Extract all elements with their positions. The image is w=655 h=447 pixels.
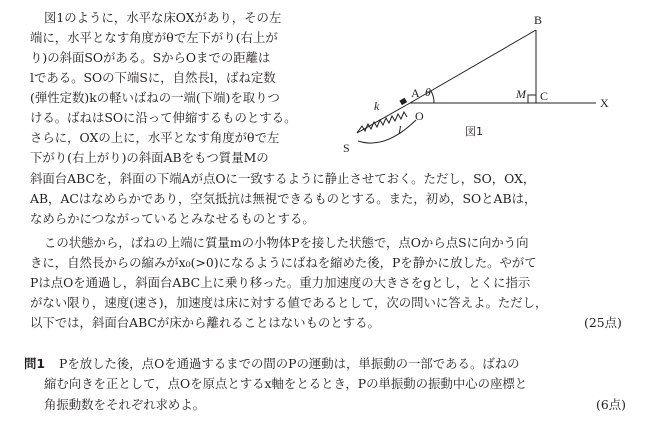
label-x: X xyxy=(600,96,609,110)
label-b: B xyxy=(534,13,543,27)
theta-arc xyxy=(431,91,434,103)
figure-caption: 図1 xyxy=(465,125,483,138)
q1-line-3: 角振動数をそれぞれ求めよ。 xyxy=(44,397,206,412)
p2-line-1: この状態から，ばねの上端に質量mの小物体Pを接した状態で，点Oから点Sに向かう向 xyxy=(44,235,529,250)
p1-line-11: なめらかにつながっているとみなせるものとする。 xyxy=(30,211,315,226)
q1-points: (6点) xyxy=(596,397,626,412)
right-angle-mark xyxy=(528,95,536,103)
p2-line-3: Pは点Oを通過し，斜面台ABC上に乗り移った。重力加速度の大きさをgとし，とくに指示 xyxy=(30,275,531,290)
p1-line-9: 斜面台ABCを，斜面の下端Aが点Oに一致するように静止させておく。ただし，SO，OX， xyxy=(30,171,536,186)
p1-line-10: AB，ACはなめらかであり，空気抵抗は無視できるものとする。また，初め，SOとABは， xyxy=(30,191,537,206)
p2-points: (25点) xyxy=(584,315,622,330)
p1-line-1: 図1のように，水平な床OXがあり，その左 xyxy=(44,10,282,25)
q1-line-2: 縮む向きを正として，点Oを原点とするx軸をとるとき，Pの単振動の振動中心の座標と xyxy=(44,376,528,391)
label-c: C xyxy=(540,89,549,103)
label-k: k xyxy=(374,99,380,113)
p1-line-8: 下がり(右上がり)の斜面ABをもつ質量Mの xyxy=(30,150,269,165)
p1-line-3: り)の斜面SOがある。SからOまでの距離は xyxy=(30,50,271,65)
label-s: S xyxy=(343,141,350,155)
label-o: O xyxy=(415,109,424,123)
p1-line-6: ける。ばねはSOに沿って伸縮するものとする。 xyxy=(30,110,297,125)
question-1-label: 問1 xyxy=(24,356,46,371)
slope-so xyxy=(357,103,410,133)
length-arc xyxy=(358,120,416,143)
label-l: l xyxy=(398,123,402,137)
label-a: A xyxy=(411,86,420,100)
q1-line-1: Pを放した後，点Oを通過するまでの間のPの運動は，単振動の一部である。ばねの xyxy=(59,356,520,371)
p1-line-2: 端に，水平となす角度がθで左下がり(右上が xyxy=(30,30,278,45)
label-m: M xyxy=(516,87,526,101)
spring-end-block xyxy=(399,98,407,105)
p2-line-5: 以下では，斜面台ABCが床から離れることはないものとする。 xyxy=(30,315,380,330)
p1-line-4: lである。SOの下端Sに，自然長l，ばね定数 xyxy=(30,70,276,85)
p2-line-2: きに，自然長からの縮みがx₀(>0)になるようにばねを縮めた後，Pを静かに放した。やがて xyxy=(30,255,537,270)
p1-line-5: (弾性定数)kの軽いばねの一端(下端)を取りつ xyxy=(30,90,280,105)
label-theta: θ xyxy=(425,85,431,99)
p2-line-4: がない限り，速度(速さ)，加速度は床に対する値であるとして，次の問いに答えよ。ただし， xyxy=(30,295,548,310)
p1-line-7: さらに，OXの上に，水平となす角度がθで左 xyxy=(30,130,280,145)
